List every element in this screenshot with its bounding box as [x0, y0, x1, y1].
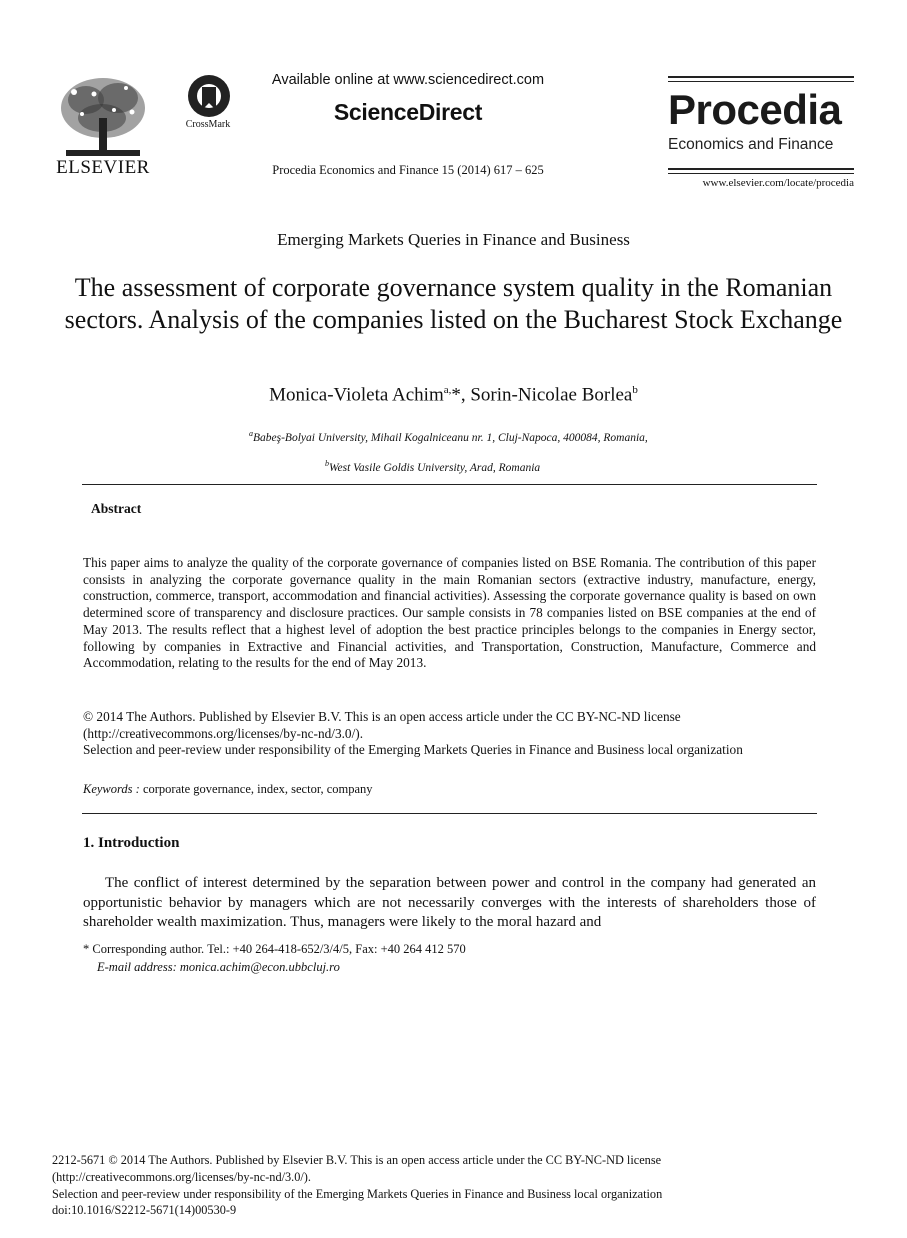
abstract-heading: Abstract [91, 501, 142, 516]
author-separator: , [460, 384, 471, 406]
footer-review-line: Selection and peer-review under responsibility of the Emerging Markets Queries in Finance and Business local organization [52, 1187, 663, 1201]
affiliation-text: West Vasile Goldis University, Arad, Romania [329, 461, 541, 474]
license-link[interactable]: (http://creativecommons.org/licenses/by-nc-nd/3.0/). [83, 725, 364, 741]
author-line [60, 384, 847, 406]
abstract-text: This paper aims to analyze the quality of the corporate governance of companies listed on BSE Romania. The contribution of this paper consists in analyzing the corporate governance quality in the main Romanian sectors (extractive industry, manufacture, energy, construction, commerce, transport, accommodation and financial activities). Assessing the corporate governance quality is based on own determined score of transparency and disclosure practices. Our sample consists in 78 companies listed on BSE companies at the end of May 2013. The results reflect that a highest level of adoption the best practice principles belongs to the companies in Energy sector, following by companies in Extractive and Financial activities, and Transportation, Construction, Manufacture, Commerce and Accommodation, relating to the results for the end of May 2013. [83, 555, 816, 671]
review-line: Selection and peer-review under responsibility of the Emerging Markets Queries in Finance and Business local organization [83, 742, 743, 758]
keywords-list: corporate governance, index, sector, company [139, 782, 373, 796]
section-heading: 1. Introduction [83, 835, 180, 851]
procedia-subtitle: Economics and Finance [668, 136, 834, 153]
email-footnote: E-mail address: monica.achim@econ.ubbcluj.ro [97, 960, 340, 974]
affiliation-mark: b [325, 459, 329, 468]
divider [82, 813, 817, 814]
license-line: © 2014 The Authors. Published by Elsevier B.V. This is an open access article under the CC BY-NC-ND license [83, 709, 681, 724]
author-name: Monica-Violeta Achim [269, 384, 444, 406]
elsevier-wordmark: ELSEVIER [56, 157, 150, 178]
procedia-rule-bottom [668, 168, 854, 170]
journal-reference: Procedia Economics and Finance 15 (2014) 617 – 625 [272, 163, 544, 177]
paper-title: The assessment of corporate governance system quality in the Romanian sectors. Analysis of the companies listed on the Bucharest Stock Exchange [64, 273, 843, 334]
journal-url-link[interactable]: www.elsevier.com/locate/procedia [702, 177, 854, 189]
affiliation-text: Babeş-Bolyai University, Mihail Kogalniceanu nr. 1, Cluj-Napoca, 400084, Romania, [253, 431, 648, 444]
affiliation-a [249, 429, 648, 444]
footer-doi[interactable]: doi:10.1016/S2212-5671(14)00530-9 [52, 1203, 237, 1217]
affiliation-mark: a [249, 429, 253, 438]
author-affiliation-mark: a, [443, 384, 452, 396]
author-affiliation-mark: b [632, 384, 638, 396]
footer-license-link[interactable]: (http://creativecommons.org/licenses/by-nc-nd/3.0/). [52, 1170, 311, 1184]
author-name: Sorin-Nicolae Borlea [470, 384, 633, 406]
procedia-rule-top [668, 76, 854, 78]
crossmark-label: CrossMark [185, 119, 231, 130]
introduction-paragraph: The conflict of interest determined by the separation between power and control in the company had generated an opportunistic behavior by managers which are not necessarily converges with the interests of shareholders those of shareholder wealth maximization. Thus, managers were likely to the moral hazard and [83, 875, 816, 930]
footer-issn-line: 2212-5671 © 2014 The Authors. Published by Elsevier B.V. This is an open access article under the CC BY-NC-ND license [52, 1153, 662, 1167]
procedia-rule-bottom-thin [668, 173, 854, 174]
corresponding-author-footnote: * Corresponding author. Tel.: +40 264-418-652/3/4/5, Fax: +40 264 412 570 [83, 942, 466, 956]
procedia-wordmark: Procedia [668, 86, 842, 133]
keywords-line [83, 782, 816, 797]
available-online-text: Available online at www.sciencedirect.com [271, 72, 545, 88]
keywords-label: Keywords : [83, 782, 140, 796]
corresponding-mark: * [451, 384, 461, 406]
conference-name: Emerging Markets Queries in Finance and Business [277, 230, 630, 249]
procedia-rule-top-thin [668, 81, 854, 82]
affiliation-b [325, 459, 540, 474]
sciencedirect-wordmark: ScienceDirect [333, 99, 483, 125]
divider [82, 484, 817, 485]
license-block [83, 709, 816, 759]
